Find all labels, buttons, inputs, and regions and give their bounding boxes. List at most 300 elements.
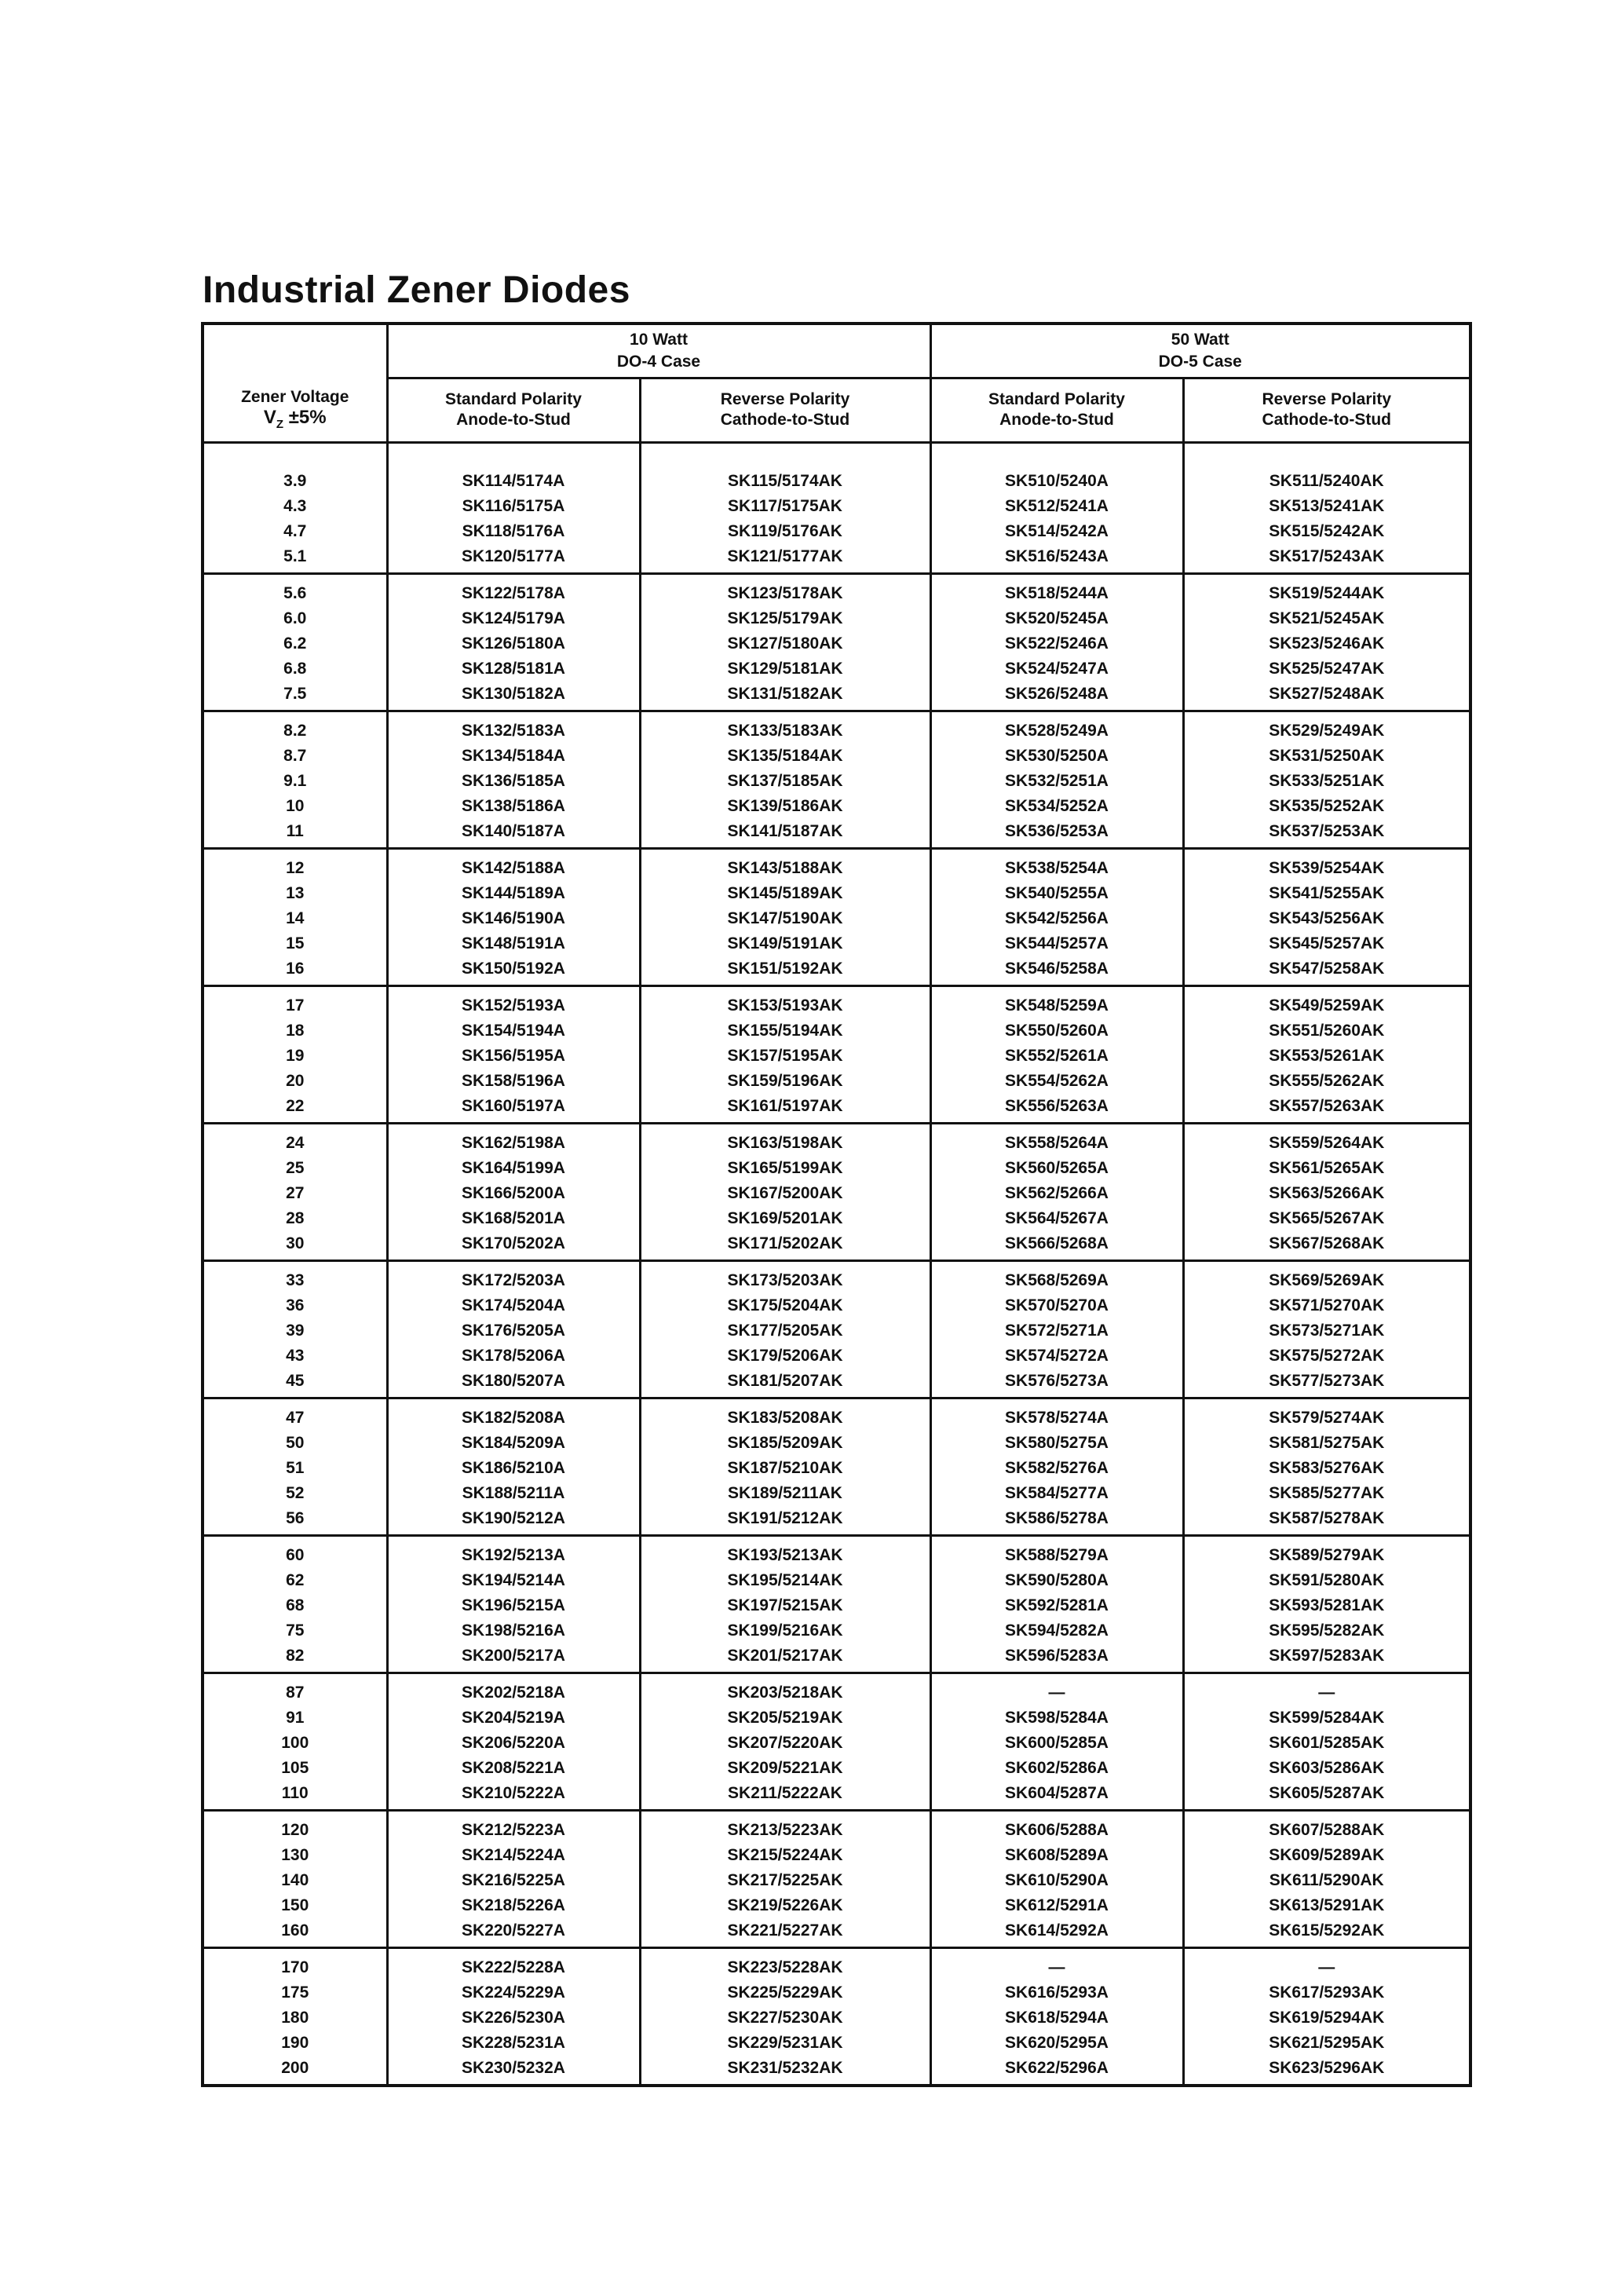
fifty-watt-reverse-cell: SK587/5278AK	[1183, 1506, 1470, 1534]
zener-voltage-cell: 16	[203, 956, 387, 985]
zener-voltage-cell: 120	[203, 1810, 387, 1843]
ten-watt-standard-cell: SK214/5224A	[387, 1843, 640, 1868]
vz-tolerance: ±5%	[283, 406, 327, 428]
ten-watt-standard-cell: SK168/5201A	[387, 1206, 640, 1231]
fifty-watt-standard-cell: —	[930, 1673, 1183, 1706]
divider-cell	[387, 2084, 640, 2086]
ten-watt-standard-cell: SK130/5182A	[387, 682, 640, 710]
ten-watt-standard-cell: SK186/5210A	[387, 1456, 640, 1481]
ten-watt-standard-cell: SK162/5198A	[387, 1123, 640, 1156]
table-row	[203, 794, 1470, 819]
ten-watt-standard-cell: SK184/5209A	[387, 1431, 640, 1456]
table-body	[203, 442, 1470, 2086]
table-row	[203, 1181, 1470, 1206]
fifty-watt-standard-cell: SK526/5248A	[930, 682, 1183, 710]
zener-voltage-cell: 82	[203, 1643, 387, 1672]
ten-watt-standard-cell: SK222/5228A	[387, 1947, 640, 1980]
ten-watt-label: 10 Watt	[630, 331, 688, 349]
ten-watt-reverse-cell: SK123/5178AK	[640, 573, 930, 606]
fifty-watt-reverse-cell: SK609/5289AK	[1183, 1843, 1470, 1868]
fifty-watt-reverse-cell: SK519/5244AK	[1183, 573, 1470, 606]
ten-watt-standard-cell: SK216/5225A	[387, 1868, 640, 1893]
ten-watt-standard-cell: SK166/5200A	[387, 1181, 640, 1206]
fifty-watt-standard-cell: SK512/5241A	[930, 494, 1183, 519]
fifty-watt-standard-cell: SK554/5262A	[930, 1069, 1183, 1094]
table-row	[203, 1618, 1470, 1643]
fifty-watt-reverse-cell: SK581/5275AK	[1183, 1431, 1470, 1456]
table-row	[203, 656, 1470, 682]
ten-watt-reverse-cell: SK221/5227AK	[640, 1918, 930, 1947]
fifty-watt-standard-cell: SK576/5273A	[930, 1369, 1183, 1397]
ten-watt-standard-cell: SK128/5181A	[387, 656, 640, 682]
fifty-watt-standard-cell: SK546/5258A	[930, 956, 1183, 985]
ten-watt-standard-cell: SK212/5223A	[387, 1810, 640, 1843]
fifty-watt-reverse-cell: SK621/5295AK	[1183, 2031, 1470, 2056]
table-row	[203, 1231, 1470, 1260]
ten-watt-reverse-cell: SK189/5211AK	[640, 1481, 930, 1506]
table-row	[203, 1673, 1470, 1706]
zener-voltage-cell: 130	[203, 1843, 387, 1868]
ten-watt-standard-cell: SK204/5219A	[387, 1706, 640, 1731]
zener-voltage-cell: 4.7	[203, 519, 387, 544]
zener-voltage-cell: 50	[203, 1431, 387, 1456]
fifty-watt-reverse-cell: SK513/5241AK	[1183, 494, 1470, 519]
divider-cell	[640, 2084, 930, 2086]
fifty-watt-reverse-cell: SK549/5259AK	[1183, 985, 1470, 1018]
ten-watt-reverse-cell: SK159/5196AK	[640, 1069, 930, 1094]
ten-watt-reverse-cell: SK121/5177AK	[640, 544, 930, 572]
ten-watt-reverse-cell: SK167/5200AK	[640, 1181, 930, 1206]
fifty-watt-reverse-cell: SK569/5269AK	[1183, 1260, 1470, 1293]
fifty-watt-standard-cell: SK558/5264A	[930, 1123, 1183, 1156]
table-row	[203, 2005, 1470, 2031]
spacer-cell	[387, 442, 640, 462]
table-row	[203, 1947, 1470, 1980]
col-header-line2: Anode-to-Stud	[456, 411, 571, 430]
zener-voltage-cell: 20	[203, 1069, 387, 1094]
table-row	[203, 1535, 1470, 1568]
fifty-watt-header	[930, 324, 1470, 378]
table-row	[203, 1369, 1470, 1397]
zener-voltage-cell: 87	[203, 1673, 387, 1706]
zener-voltage-cell: 4.3	[203, 494, 387, 519]
fifty-watt-reverse-cell: SK545/5257AK	[1183, 931, 1470, 956]
zener-voltage-cell: 52	[203, 1481, 387, 1506]
ten-watt-reverse-cell: SK215/5224AK	[640, 1843, 930, 1868]
ten-watt-reverse-cell: SK143/5188AK	[640, 848, 930, 881]
vz-symbol	[204, 408, 386, 435]
fifty-watt-reverse-cell: SK577/5273AK	[1183, 1369, 1470, 1397]
fifty-watt-reverse-cell: SK595/5282AK	[1183, 1618, 1470, 1643]
table-row	[203, 519, 1470, 544]
fifty-watt-standard-cell: SK606/5288A	[930, 1810, 1183, 1843]
ten-watt-reverse-cell: SK181/5207AK	[640, 1369, 930, 1397]
fifty-watt-reverse-cell: SK579/5274AK	[1183, 1398, 1470, 1431]
col-header-10w-standard	[387, 378, 640, 443]
zener-voltage-cell: 140	[203, 1868, 387, 1893]
fifty-watt-standard-cell: SK568/5269A	[930, 1260, 1183, 1293]
fifty-watt-standard-cell: SK614/5292A	[930, 1918, 1183, 1947]
ten-watt-standard-cell: SK142/5188A	[387, 848, 640, 881]
fifty-watt-reverse-cell: SK511/5240AK	[1183, 462, 1470, 494]
ten-watt-standard-cell: SK218/5226A	[387, 1893, 640, 1918]
spacer-cell	[1183, 442, 1470, 462]
ten-watt-standard-cell: SK206/5220A	[387, 1731, 640, 1756]
ten-watt-reverse-cell: SK199/5216AK	[640, 1618, 930, 1643]
ten-watt-reverse-cell: SK177/5205AK	[640, 1318, 930, 1344]
ten-watt-standard-cell: SK178/5206A	[387, 1344, 640, 1369]
fifty-watt-standard-cell: SK564/5267A	[930, 1206, 1183, 1231]
fifty-watt-reverse-cell: SK547/5258AK	[1183, 956, 1470, 985]
vz-subscript: Z	[276, 417, 284, 431]
fifty-watt-standard-cell: —	[930, 1947, 1183, 1980]
fifty-watt-standard-cell: SK602/5286A	[930, 1756, 1183, 1781]
fifty-watt-standard-cell: SK550/5260A	[930, 1018, 1183, 1044]
ten-watt-standard-cell: SK200/5217A	[387, 1643, 640, 1672]
col-header-line1: Reverse Polarity	[720, 390, 850, 409]
ten-watt-standard-cell: SK136/5185A	[387, 769, 640, 794]
zener-voltage-cell: 15	[203, 931, 387, 956]
table-row	[203, 1810, 1470, 1843]
zener-voltage-cell: 8.7	[203, 744, 387, 769]
fifty-watt-standard-cell: SK522/5246A	[930, 631, 1183, 656]
ten-watt-standard-cell: SK180/5207A	[387, 1369, 640, 1397]
fifty-watt-reverse-cell: SK533/5251AK	[1183, 769, 1470, 794]
ten-watt-standard-cell: SK196/5215A	[387, 1593, 640, 1618]
ten-watt-reverse-cell: SK201/5217AK	[640, 1643, 930, 1672]
zener-voltage-cell: 6.2	[203, 631, 387, 656]
fifty-watt-standard-cell: SK552/5261A	[930, 1044, 1183, 1069]
fifty-watt-reverse-cell: SK555/5262AK	[1183, 1069, 1470, 1094]
power-rating-header-row	[203, 324, 1470, 378]
ten-watt-standard-cell: SK158/5196A	[387, 1069, 640, 1094]
zener-voltage-cell: 160	[203, 1918, 387, 1947]
ten-watt-reverse-cell: SK137/5185AK	[640, 769, 930, 794]
zener-diode-table	[201, 322, 1472, 2087]
fifty-watt-standard-cell: SK584/5277A	[930, 1481, 1183, 1506]
ten-watt-reverse-cell: SK231/5232AK	[640, 2056, 930, 2084]
zener-voltage-cell: 13	[203, 881, 387, 906]
table-row	[203, 1094, 1470, 1122]
spacer-row	[203, 442, 1470, 462]
table-row	[203, 544, 1470, 572]
ten-watt-reverse-cell: SK183/5208AK	[640, 1398, 930, 1431]
table-row	[203, 1156, 1470, 1181]
fifty-watt-reverse-cell: SK607/5288AK	[1183, 1810, 1470, 1843]
fifty-watt-reverse-cell: SK537/5253AK	[1183, 819, 1470, 847]
ten-watt-reverse-cell: SK155/5194AK	[640, 1018, 930, 1044]
fifty-watt-case-label: DO-5 Case	[1158, 353, 1242, 371]
fifty-watt-standard-cell: SK516/5243A	[930, 544, 1183, 572]
table-row	[203, 631, 1470, 656]
ten-watt-reverse-cell: SK225/5229AK	[640, 1980, 930, 2005]
table-row	[203, 573, 1470, 606]
ten-watt-reverse-cell: SK187/5210AK	[640, 1456, 930, 1481]
col-header-line1: Reverse Polarity	[1262, 390, 1392, 409]
ten-watt-standard-cell: SK126/5180A	[387, 631, 640, 656]
fifty-watt-standard-cell: SK510/5240A	[930, 462, 1183, 494]
table-row	[203, 1980, 1470, 2005]
ten-watt-reverse-cell: SK213/5223AK	[640, 1810, 930, 1843]
zener-voltage-cell: 14	[203, 906, 387, 931]
zener-voltage-cell: 9.1	[203, 769, 387, 794]
header-corner	[203, 324, 387, 378]
fifty-watt-reverse-cell: SK543/5256AK	[1183, 906, 1470, 931]
ten-watt-standard-cell: SK190/5212A	[387, 1506, 640, 1534]
fifty-watt-reverse-cell: SK531/5250AK	[1183, 744, 1470, 769]
divider-cell	[1183, 2084, 1470, 2086]
divider-cell	[203, 2084, 387, 2086]
fifty-watt-standard-cell: SK622/5296A	[930, 2056, 1183, 2084]
zener-voltage-cell: 150	[203, 1893, 387, 1918]
ten-watt-reverse-cell: SK185/5209AK	[640, 1431, 930, 1456]
ten-watt-reverse-cell: SK195/5214AK	[640, 1568, 930, 1593]
zener-voltage-cell: 19	[203, 1044, 387, 1069]
table-row	[203, 1344, 1470, 1369]
table-row	[203, 881, 1470, 906]
ten-watt-standard-cell: SK194/5214A	[387, 1568, 640, 1593]
fifty-watt-standard-cell: SK544/5257A	[930, 931, 1183, 956]
fifty-watt-reverse-cell: SK553/5261AK	[1183, 1044, 1470, 1069]
fifty-watt-standard-cell: SK618/5294A	[930, 2005, 1183, 2031]
col-header-line2: Cathode-to-Stud	[1262, 411, 1391, 430]
ten-watt-reverse-cell: SK147/5190AK	[640, 906, 930, 931]
fifty-watt-reverse-cell: SK567/5268AK	[1183, 1231, 1470, 1260]
zener-voltage-cell: 105	[203, 1756, 387, 1781]
ten-watt-reverse-cell: SK131/5182AK	[640, 682, 930, 710]
spacer-cell	[640, 442, 930, 462]
zener-voltage-cell: 56	[203, 1506, 387, 1534]
ten-watt-standard-cell: SK188/5211A	[387, 1481, 640, 1506]
zener-voltage-cell: 33	[203, 1260, 387, 1293]
ten-watt-standard-cell: SK208/5221A	[387, 1756, 640, 1781]
ten-watt-standard-cell: SK202/5218A	[387, 1673, 640, 1706]
zener-voltage-cell: 25	[203, 1156, 387, 1181]
fifty-watt-reverse-cell: SK523/5246AK	[1183, 631, 1470, 656]
fifty-watt-standard-cell: SK538/5254A	[930, 848, 1183, 881]
zener-voltage-cell: 17	[203, 985, 387, 1018]
ten-watt-standard-cell: SK152/5193A	[387, 985, 640, 1018]
ten-watt-standard-cell: SK140/5187A	[387, 819, 640, 847]
fifty-watt-standard-cell: SK542/5256A	[930, 906, 1183, 931]
col-header-50w-standard	[930, 378, 1183, 443]
table-row	[203, 606, 1470, 631]
fifty-watt-reverse-cell: SK603/5286AK	[1183, 1756, 1470, 1781]
ten-watt-standard-cell: SK156/5195A	[387, 1044, 640, 1069]
ten-watt-standard-cell: SK160/5197A	[387, 1094, 640, 1122]
fifty-watt-reverse-cell: SK517/5243AK	[1183, 544, 1470, 572]
ten-watt-reverse-cell: SK205/5219AK	[640, 1706, 930, 1731]
zener-voltage-cell: 100	[203, 1731, 387, 1756]
fifty-watt-label: 50 Watt	[1171, 331, 1229, 349]
ten-watt-reverse-cell: SK119/5176AK	[640, 519, 930, 544]
fifty-watt-standard-cell: SK612/5291A	[930, 1893, 1183, 1918]
zener-voltage-cell: 12	[203, 848, 387, 881]
ten-watt-reverse-cell: SK223/5228AK	[640, 1947, 930, 1980]
fifty-watt-reverse-cell: SK585/5277AK	[1183, 1481, 1470, 1506]
ten-watt-reverse-cell: SK139/5186AK	[640, 794, 930, 819]
ten-watt-reverse-cell: SK211/5222AK	[640, 1781, 930, 1809]
fifty-watt-standard-cell: SK534/5252A	[930, 794, 1183, 819]
fifty-watt-reverse-cell: SK527/5248AK	[1183, 682, 1470, 710]
fifty-watt-reverse-cell: SK563/5266AK	[1183, 1181, 1470, 1206]
table-row	[203, 744, 1470, 769]
ten-watt-standard-cell: SK124/5179A	[387, 606, 640, 631]
fifty-watt-standard-cell: SK530/5250A	[930, 744, 1183, 769]
zener-voltage-cell: 5.1	[203, 544, 387, 572]
fifty-watt-standard-cell: SK600/5285A	[930, 1731, 1183, 1756]
fifty-watt-standard-cell: SK596/5283A	[930, 1643, 1183, 1672]
fifty-watt-standard-cell: SK608/5289A	[930, 1843, 1183, 1868]
fifty-watt-standard-cell: SK536/5253A	[930, 819, 1183, 847]
fifty-watt-reverse-cell: SK539/5254AK	[1183, 848, 1470, 881]
table-row	[203, 1506, 1470, 1534]
ten-watt-reverse-cell: SK141/5187AK	[640, 819, 930, 847]
table-row	[203, 1568, 1470, 1593]
ten-watt-reverse-cell: SK229/5231AK	[640, 2031, 930, 2056]
zener-voltage-label: Zener Voltage	[241, 387, 349, 406]
ten-watt-standard-cell: SK134/5184A	[387, 744, 640, 769]
ten-watt-standard-cell: SK118/5176A	[387, 519, 640, 544]
fifty-watt-reverse-cell: SK551/5260AK	[1183, 1018, 1470, 1044]
fifty-watt-standard-cell: SK578/5274A	[930, 1398, 1183, 1431]
polarity-header-row	[203, 378, 1470, 443]
fifty-watt-reverse-cell: —	[1183, 1673, 1470, 1706]
zener-voltage-cell: 7.5	[203, 682, 387, 710]
fifty-watt-reverse-cell: SK565/5267AK	[1183, 1206, 1470, 1231]
zener-voltage-cell: 28	[203, 1206, 387, 1231]
ten-watt-standard-cell: SK148/5191A	[387, 931, 640, 956]
table-row	[203, 1868, 1470, 1893]
fifty-watt-reverse-cell: SK535/5252AK	[1183, 794, 1470, 819]
ten-watt-reverse-cell: SK227/5230AK	[640, 2005, 930, 2031]
fifty-watt-standard-cell: SK582/5276A	[930, 1456, 1183, 1481]
table-row	[203, 711, 1470, 744]
fifty-watt-reverse-cell: SK557/5263AK	[1183, 1094, 1470, 1122]
fifty-watt-standard-cell: SK620/5295A	[930, 2031, 1183, 2056]
ten-watt-standard-cell: SK226/5230A	[387, 2005, 640, 2031]
ten-watt-reverse-cell: SK145/5189AK	[640, 881, 930, 906]
zener-voltage-cell: 180	[203, 2005, 387, 2031]
table-row	[203, 1206, 1470, 1231]
ten-watt-reverse-cell: SK125/5179AK	[640, 606, 930, 631]
ten-watt-standard-cell: SK164/5199A	[387, 1156, 640, 1181]
ten-watt-standard-cell: SK198/5216A	[387, 1618, 640, 1643]
ten-watt-reverse-cell: SK169/5201AK	[640, 1206, 930, 1231]
ten-watt-standard-cell: SK116/5175A	[387, 494, 640, 519]
ten-watt-standard-cell: SK220/5227A	[387, 1918, 640, 1947]
zener-voltage-header	[203, 378, 387, 443]
zener-voltage-cell: 68	[203, 1593, 387, 1618]
fifty-watt-reverse-cell: SK583/5276AK	[1183, 1456, 1470, 1481]
ten-watt-reverse-cell: SK115/5174AK	[640, 462, 930, 494]
fifty-watt-standard-cell: SK598/5284A	[930, 1706, 1183, 1731]
ten-watt-standard-cell: SK114/5174A	[387, 462, 640, 494]
col-header-line2: Cathode-to-Stud	[720, 411, 850, 430]
zener-voltage-cell: 24	[203, 1123, 387, 1156]
table-row	[203, 1044, 1470, 1069]
page-title: Industrial Zener Diodes	[203, 269, 630, 311]
ten-watt-reverse-cell: SK197/5215AK	[640, 1593, 930, 1618]
zener-voltage-cell: 75	[203, 1618, 387, 1643]
ten-watt-reverse-cell: SK133/5183AK	[640, 711, 930, 744]
zener-voltage-cell: 11	[203, 819, 387, 847]
table-row	[203, 1643, 1470, 1672]
ten-watt-reverse-cell: SK161/5197AK	[640, 1094, 930, 1122]
ten-watt-standard-cell: SK122/5178A	[387, 573, 640, 606]
ten-watt-reverse-cell: SK149/5191AK	[640, 931, 930, 956]
table-row	[203, 1018, 1470, 1044]
fifty-watt-reverse-cell: SK525/5247AK	[1183, 656, 1470, 682]
fifty-watt-reverse-cell: SK589/5279AK	[1183, 1535, 1470, 1568]
fifty-watt-reverse-cell: SK575/5272AK	[1183, 1344, 1470, 1369]
zener-voltage-cell: 18	[203, 1018, 387, 1044]
table-row	[203, 906, 1470, 931]
ten-watt-reverse-cell: SK129/5181AK	[640, 656, 930, 682]
zener-voltage-cell: 5.6	[203, 573, 387, 606]
fifty-watt-standard-cell: SK518/5244A	[930, 573, 1183, 606]
ten-watt-standard-cell: SK174/5204A	[387, 1293, 640, 1318]
fifty-watt-standard-cell: SK566/5268A	[930, 1231, 1183, 1260]
table-row	[203, 1123, 1470, 1156]
col-header-line1: Standard Polarity	[988, 390, 1125, 409]
zener-voltage-cell: 91	[203, 1706, 387, 1731]
table-row	[203, 1706, 1470, 1731]
ten-watt-reverse-cell: SK191/5212AK	[640, 1506, 930, 1534]
fifty-watt-reverse-cell: SK571/5270AK	[1183, 1293, 1470, 1318]
table-row	[203, 1456, 1470, 1481]
fifty-watt-reverse-cell: SK615/5292AK	[1183, 1918, 1470, 1947]
fifty-watt-reverse-cell: SK597/5283AK	[1183, 1643, 1470, 1672]
spacer-cell	[203, 442, 387, 462]
ten-watt-standard-cell: SK176/5205A	[387, 1318, 640, 1344]
table-row	[203, 1843, 1470, 1868]
ten-watt-standard-cell: SK154/5194A	[387, 1018, 640, 1044]
table-row	[203, 985, 1470, 1018]
fifty-watt-standard-cell: SK528/5249A	[930, 711, 1183, 744]
table-row	[203, 848, 1470, 881]
fifty-watt-standard-cell: SK604/5287A	[930, 1781, 1183, 1809]
fifty-watt-reverse-cell: SK559/5264AK	[1183, 1123, 1470, 1156]
zener-voltage-cell: 200	[203, 2056, 387, 2084]
table-row	[203, 1731, 1470, 1756]
fifty-watt-reverse-cell: SK623/5296AK	[1183, 2056, 1470, 2084]
table-row	[203, 2056, 1470, 2084]
table-row	[203, 931, 1470, 956]
zener-voltage-cell: 10	[203, 794, 387, 819]
fifty-watt-standard-cell: SK540/5255A	[930, 881, 1183, 906]
fifty-watt-standard-cell: SK610/5290A	[930, 1868, 1183, 1893]
zener-voltage-cell: 6.0	[203, 606, 387, 631]
ten-watt-reverse-cell: SK179/5206AK	[640, 1344, 930, 1369]
ten-watt-reverse-cell: SK203/5218AK	[640, 1673, 930, 1706]
col-header-line1: Standard Polarity	[445, 390, 582, 409]
fifty-watt-standard-cell: SK588/5279A	[930, 1535, 1183, 1568]
ten-watt-reverse-cell: SK135/5184AK	[640, 744, 930, 769]
fifty-watt-reverse-cell: SK605/5287AK	[1183, 1781, 1470, 1809]
fifty-watt-standard-cell: SK548/5259A	[930, 985, 1183, 1018]
zener-voltage-cell: 51	[203, 1456, 387, 1481]
fifty-watt-standard-cell: SK594/5282A	[930, 1618, 1183, 1643]
zener-voltage-cell: 36	[203, 1293, 387, 1318]
zener-voltage-cell: 170	[203, 1947, 387, 1980]
table-row	[203, 1593, 1470, 1618]
fifty-watt-reverse-cell: SK611/5290AK	[1183, 1868, 1470, 1893]
ten-watt-standard-cell: SK228/5231A	[387, 2031, 640, 2056]
fifty-watt-reverse-cell: SK617/5293AK	[1183, 1980, 1470, 2005]
ten-watt-reverse-cell: SK153/5193AK	[640, 985, 930, 1018]
table-row	[203, 1893, 1470, 1918]
